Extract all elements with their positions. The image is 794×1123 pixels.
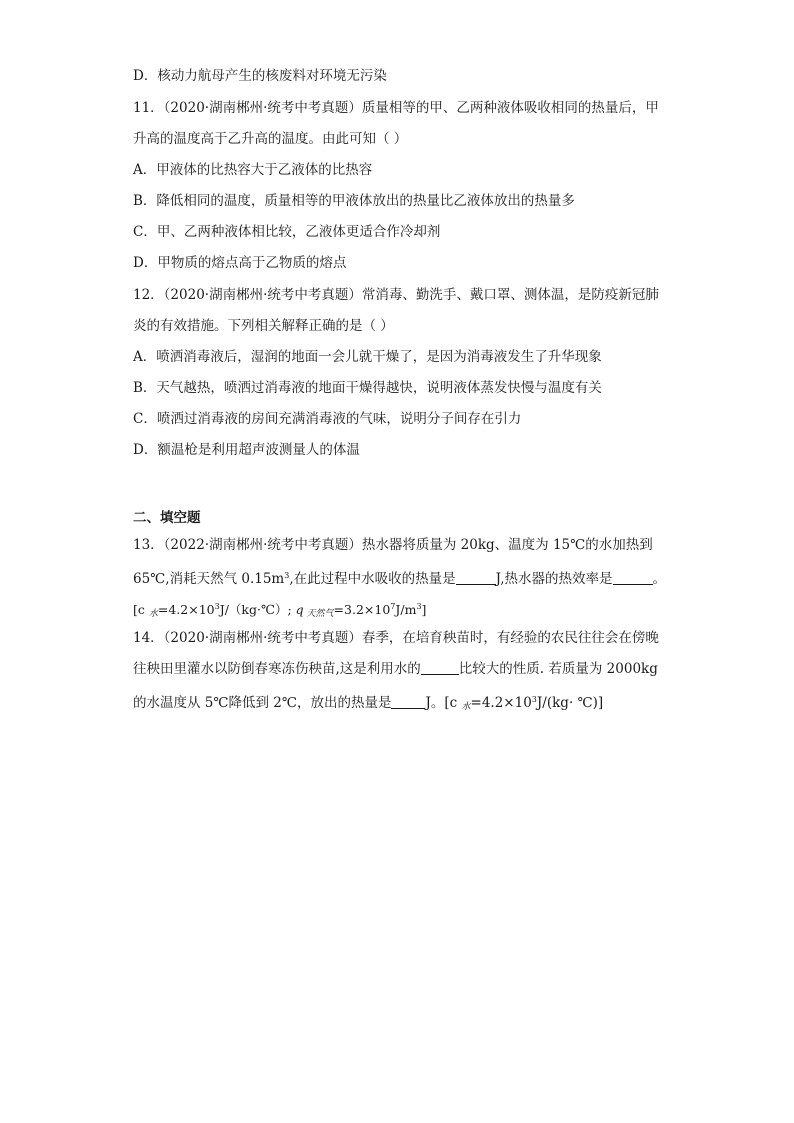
q12-option-c: C．喷洒过消毒液的房间充满消毒液的气味，说明分子间存在引力 (133, 411, 522, 427)
q13-answer-blank-efficiency[interactable] (613, 570, 653, 585)
q12-option-a: A．喷洒消毒液后，湿润的地面一会儿就干燥了，是因为消毒液发生了升华现象 (133, 349, 602, 365)
q11-option-b: B．降低相同的温度，质量相等的甲液体放出的热量比乙液体放出的热量多 (133, 193, 575, 209)
q14-stem-line3: 的水温度从 5℃降低到 2℃，放出的热量是 J。[c $_水=4.2\times 10^3J/(kg\cdot$ ℃)] (133, 695, 604, 712)
q11-option-a: A．甲液体的比热容大于乙液体的比热容 (133, 162, 373, 178)
q13-stem-line2: 65℃,消耗天然气 $0.15m^3$,在此过程中水吸收的热量是 J,热水器的热效率是 。 (133, 571, 667, 587)
q11-option-c: C．甲、乙两种液体相比较，乙液体更适合作冷却剂 (133, 224, 441, 240)
q12-stem-line1: 12．（2020·湖南郴州·统考中考真题）常消毒、勤洗手、戴口罩、测体温，是防疫新冠肺 (133, 287, 659, 303)
q11-stem-line1: 11．（2020·湖南郴州·统考中考真题）质量相等的甲、乙两种液体吸收相同的热量后，甲 (133, 100, 659, 116)
q10-option-d: D．核动力航母产生的核废料对环境无污染 (133, 68, 387, 84)
q14-stem-line1: 14．（2020·湖南郴州·统考中考真题）春季，在培育秧苗时，有经验的农民往往会在傍晚 (133, 630, 659, 646)
q13-stem-line1: 13．（2022·湖南郴州·统考中考真题）热水器将质量为 20kg、温度为 15℃的水加热到 (133, 537, 653, 553)
section-title-fill-in: 二、填空题 (133, 510, 201, 526)
q11-stem-line2: 升高的温度高于乙升高的温度。由此可知（ ） (133, 131, 408, 147)
q12-option-b: B．天气越热，喷洒过消毒液的地面干燥得越快，说明液体蒸发快慢与温度有关 (133, 380, 602, 396)
q11-option-d: D．甲物质的熔点高于乙物质的熔点 (133, 255, 347, 271)
q14-answer-blank-property[interactable] (421, 660, 459, 675)
q14-answer-blank-heat[interactable] (391, 694, 425, 709)
q12-option-d: D．额温枪是利用超声波测量人的体温 (133, 442, 360, 458)
q14-stem-line2: 往秧田里灌水以防倒春寒冻伤秧苗,这是利用水的 比较大的性质. 若质量为 2000kg (133, 661, 658, 677)
q13-answer-blank-heat[interactable] (456, 570, 496, 585)
q13-constants-line: [c $_水=4.2\times 10^3J/(kg\cdot℃)$; q $_{天然气}=3.2\times 10^7J/m^3$] (133, 602, 427, 619)
q12-stem-line2: 炎的有效措施。下列相关解释正确的是（ ） (133, 318, 394, 334)
